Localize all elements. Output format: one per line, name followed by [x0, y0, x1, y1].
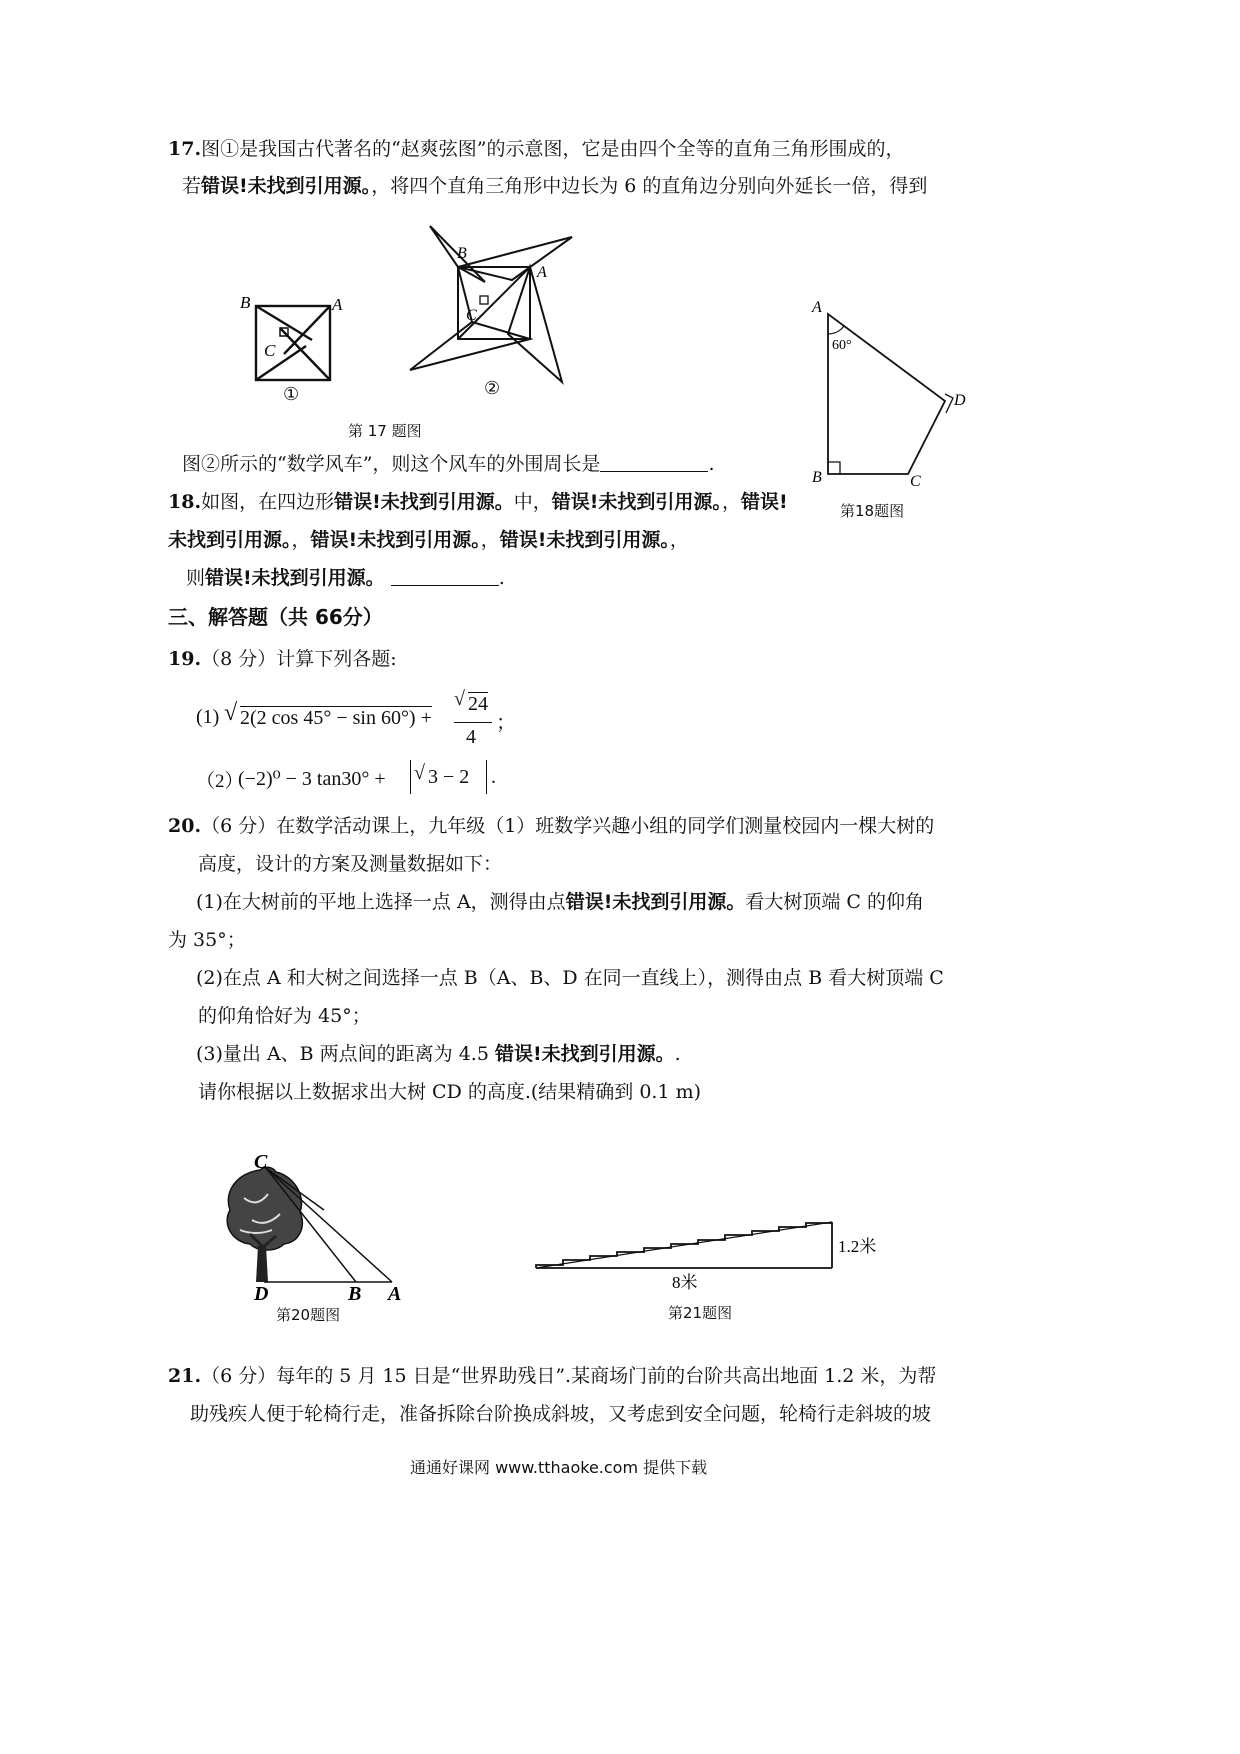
- q18-text-3a: 则: [186, 567, 206, 589]
- sqrt-sign: √: [414, 762, 425, 784]
- reference-error: 错误!未找到引用源。: [565, 891, 746, 913]
- fig2-label-C: C: [466, 307, 477, 324]
- reference-error: 错误!未找到引用源。: [334, 491, 514, 513]
- fig20-label-B: B: [348, 1283, 362, 1300]
- q17-number: 17.: [168, 138, 202, 160]
- q20-step1-b: 看大树顶端 C 的仰角: [745, 891, 924, 913]
- fig18-label-B: B: [812, 469, 822, 486]
- q18-sep: ，: [291, 529, 311, 551]
- q20-step3: [196, 1041, 681, 1067]
- q19-part1-label: (1): [196, 706, 220, 728]
- q19-part1-denominator: 4: [466, 726, 476, 748]
- figure-21-caption: 第21题图: [668, 1304, 733, 1322]
- q19-part2-label: （2）: [196, 771, 244, 792]
- q18-text-1c: ，: [721, 491, 741, 513]
- fig2-label-B: B: [457, 245, 467, 262]
- q20-step2-cont: 的仰角恰好为 45°；: [198, 1005, 371, 1027]
- fig18-label-C: C: [910, 473, 921, 490]
- reference-error: 错误!未找到引用源。: [551, 491, 722, 513]
- q20-number: 20.: [168, 815, 202, 837]
- reference-error: 错误!未找到引用源。: [205, 567, 385, 589]
- q20-step1-cont: 为 35°；: [168, 929, 246, 951]
- q17-text-2a: 若: [182, 175, 202, 197]
- sqrt-sign: √: [454, 688, 465, 710]
- tree-icon: [227, 1167, 302, 1282]
- q18-sep: ，: [669, 529, 689, 551]
- fig20-label-C: C: [254, 1151, 268, 1173]
- reference-error-part: 未找到引用源。: [168, 529, 292, 551]
- section-3-heading: 三、解答题（共 66分）: [168, 605, 383, 629]
- q18-number: 18.: [168, 491, 202, 513]
- fig1-label-C: C: [264, 341, 276, 360]
- q21-line1: [168, 1363, 936, 1389]
- fig18-label-D: D: [954, 392, 966, 409]
- q19-part1-expr: 2(2 cos 45° − sin 60°) +: [240, 707, 432, 729]
- q20-step3-a: (3)量出 A、B 两点间的距离为 4.5: [196, 1043, 489, 1065]
- fraction-bar: [454, 722, 492, 723]
- q19-line1: [168, 646, 397, 672]
- figure-20-caption: 第20题图: [276, 1306, 341, 1324]
- q18-sep: ，: [480, 529, 500, 551]
- q17-line2: [182, 173, 927, 199]
- q19-number: 19.: [168, 648, 202, 670]
- q18-text-1a: 如图，在四边形: [201, 491, 335, 513]
- figure-20: [214, 1150, 424, 1300]
- fig21-length: 8米: [672, 1273, 698, 1292]
- q19-part1-numerator: 24: [468, 693, 488, 715]
- q20-step1-a: (1)在大树前的平地上选择一点 A，测得由点: [196, 891, 566, 913]
- q19-part2-abs: 3 − 2: [428, 766, 470, 788]
- figure-17-caption: 第 17 题图: [348, 422, 422, 440]
- reference-error: 错误!未找到引用源。: [494, 1043, 675, 1065]
- q21-number: 21.: [168, 1365, 202, 1387]
- q20-line2: 高度，设计的方案及测量数据如下：: [198, 853, 503, 875]
- fig2-number: ②: [484, 378, 501, 399]
- q18-line2: [168, 527, 689, 553]
- q17-line3: [182, 451, 714, 477]
- q18-line3: [186, 565, 505, 591]
- q18-line1: [168, 489, 788, 515]
- figure-18-caption: 第18题图: [840, 502, 905, 520]
- q20-step1: [196, 889, 924, 915]
- reference-error: 错误!未找到引用源。: [499, 529, 670, 551]
- page-footer: 通通好课网 www.tthaoke.com 提供下载: [410, 1458, 708, 1477]
- fig18-angle: 60°: [832, 338, 852, 353]
- abs-bar: [410, 760, 411, 794]
- q20-ask: 请你根据以上数据求出大树 CD 的高度.(结果精确到 0.1 m): [198, 1081, 702, 1103]
- q18-answer-blank[interactable]: [391, 567, 499, 586]
- q19-part2-expr: (−2)⁰ − 3 tan30° +: [238, 768, 386, 790]
- fig20-label-D: D: [254, 1283, 269, 1300]
- q21-line2: 助残疾人便于轮椅行走，准备拆除台阶换成斜坡，又考虑到安全问题，轮椅行走斜坡的坡: [190, 1403, 932, 1425]
- fig1-number: ①: [283, 384, 300, 405]
- fig1-label-B: B: [240, 293, 251, 312]
- q19-part1-end: ；: [496, 712, 516, 734]
- figure-18: [800, 296, 980, 496]
- q19-part2-end: .: [491, 766, 496, 788]
- q20-step3-b: .: [674, 1043, 681, 1065]
- q20-step2: (2)在点 A 和大树之间选择一点 B（A、B、D 在同一直线上），测得由点 B 看大树顶端 C: [196, 967, 944, 989]
- q20-text-1: （6 分）在数学活动课上，九年级（1）班数学兴趣小组的同学们测量校园内一棵大树的: [201, 815, 935, 837]
- q17-line1: [168, 136, 905, 162]
- reference-error-part: 错误!: [740, 491, 788, 513]
- q18-text-1b: 中，: [513, 491, 552, 513]
- q17-text-1: 图①是我国古代著名的“赵爽弦图”的示意图，它是由四个全等的直角三角形围成的，: [201, 138, 905, 160]
- fig18-label-A: A: [812, 299, 822, 316]
- figure-21: [530, 1212, 900, 1292]
- q17-end: .: [708, 453, 715, 475]
- sqrt-sign: √: [224, 700, 238, 726]
- q17-text-2b: ，将四个直角三角形中边长为 6 的直角边分别向外延长一倍，得到: [371, 175, 928, 197]
- fig21-height: 1.2米: [838, 1237, 877, 1256]
- reference-error: 错误!未找到引用源。: [310, 529, 481, 551]
- q20-line1: [168, 813, 934, 839]
- fig20-label-A: A: [388, 1283, 402, 1300]
- q19-text: （8 分）计算下列各题:: [201, 648, 397, 670]
- reference-error: 错误!未找到引用源。: [201, 175, 372, 197]
- abs-bar: [486, 760, 487, 794]
- fig1-label-A: A: [332, 295, 343, 314]
- q17-text-3: 图②所示的“数学风车”，则这个风车的外围周长是: [182, 453, 601, 475]
- fig2-label-A: A: [537, 264, 547, 281]
- q18-end: .: [498, 567, 505, 589]
- q17-answer-blank[interactable]: [600, 453, 708, 472]
- figure-17-2: [400, 222, 580, 392]
- q21-text-1: （6 分）每年的 5 月 15 日是“世界助残日”.某商场门前的台阶共高出地面 1.2 米，为帮: [201, 1365, 937, 1387]
